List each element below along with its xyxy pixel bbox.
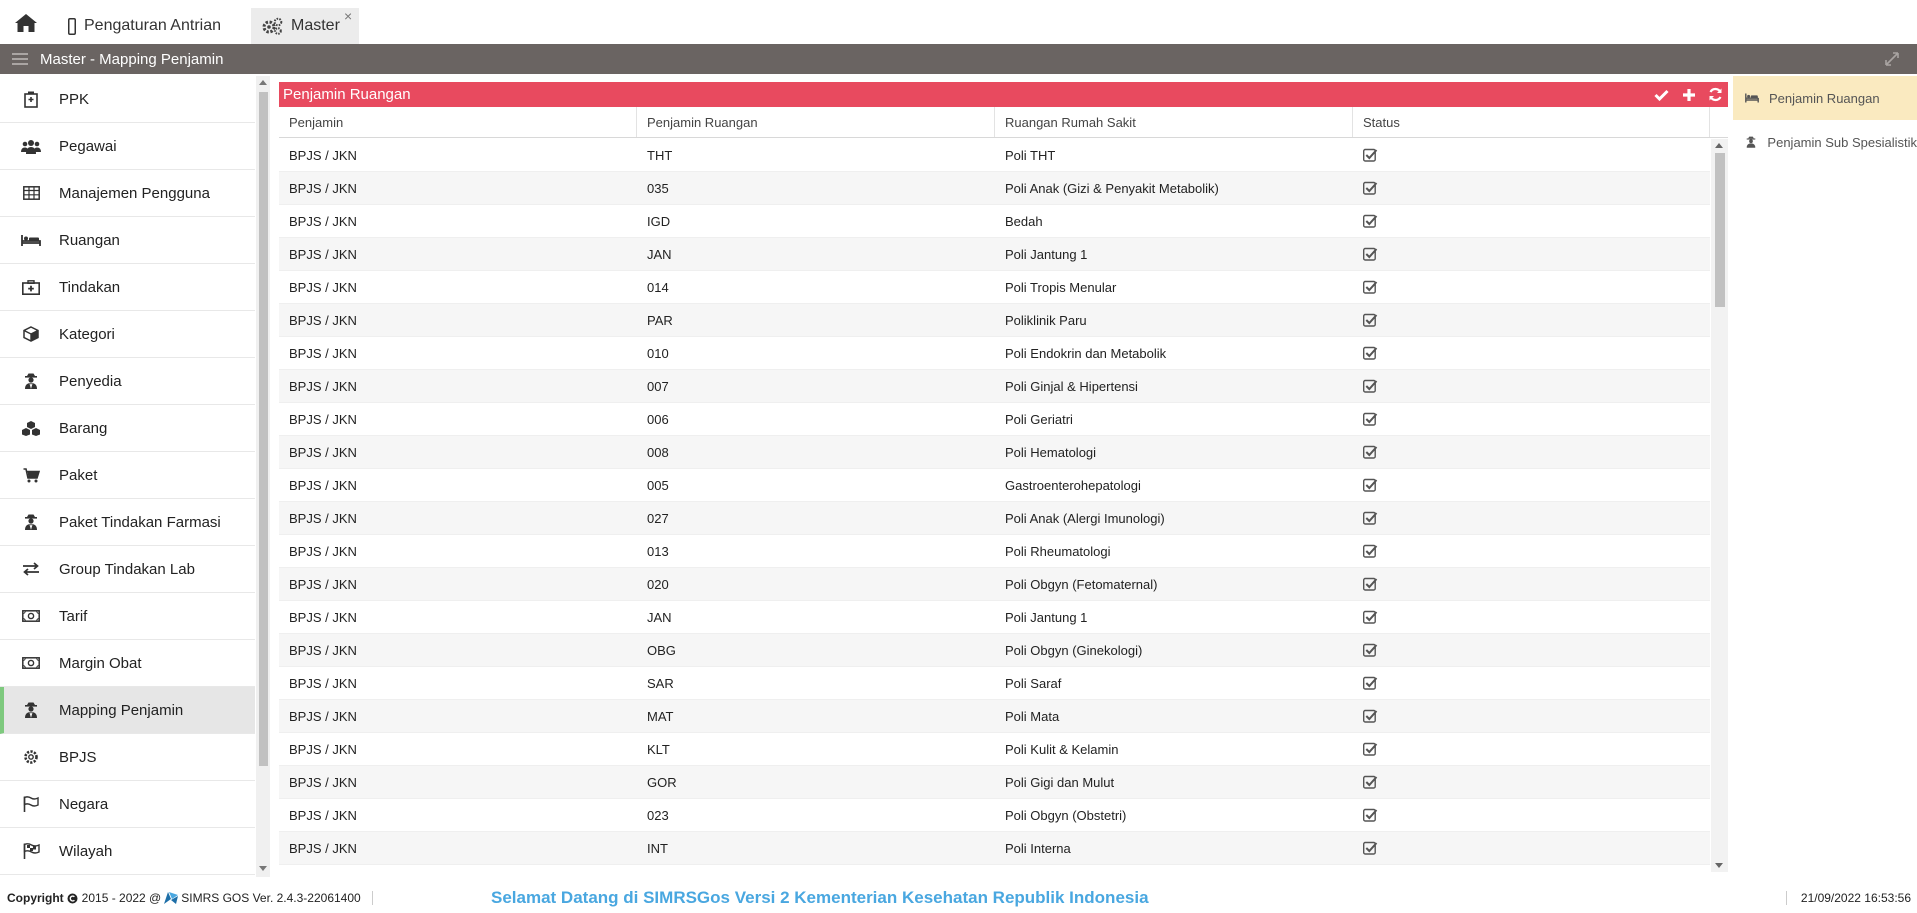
user-secret-icon	[21, 701, 41, 719]
table-row[interactable]	[279, 436, 1710, 469]
status-checkbox-icon[interactable]	[1363, 643, 1378, 657]
cell-status	[1353, 337, 1710, 369]
cell-penjamin: BPJS / JKN	[289, 411, 357, 427]
cell-penjamin-ruangan: JAN	[647, 609, 672, 625]
cell-penjamin-ruangan: 005	[647, 477, 669, 493]
table-row[interactable]	[279, 139, 1710, 172]
sidebar-item-ruangan[interactable]	[0, 217, 255, 264]
cell-ruangan-rumah-sakit: Poli Obgyn (Fetomaternal)	[1005, 576, 1158, 592]
cell-penjamin: BPJS / JKN	[289, 378, 357, 394]
table-row[interactable]	[279, 205, 1710, 238]
cell-status	[1353, 139, 1710, 171]
cell-penjamin-ruangan: 035	[647, 180, 669, 196]
copyright	[7, 891, 361, 905]
medkit-icon	[21, 278, 41, 296]
table-row[interactable]	[279, 271, 1710, 304]
app-version: SIMRS GOS Ver. 2.4.3-22061400	[181, 891, 361, 905]
cell-ruangan-rumah-sakit: Poli Anak (Gizi & Penyakit Metabolik)	[1005, 180, 1219, 196]
cell-ruangan-rumah-sakit: Poli Obgyn (Ginekologi)	[1005, 642, 1143, 658]
cart-icon	[21, 466, 41, 484]
cell-status	[1353, 733, 1710, 765]
cell-status	[1353, 238, 1710, 270]
column-header-penjamin[interactable]: Penjamin	[279, 107, 637, 137]
cell-ruangan-rumah-sakit: Poli Rheumatologi	[1005, 543, 1111, 559]
table-row[interactable]	[279, 502, 1710, 535]
gears-icon	[261, 17, 283, 35]
status-checkbox-icon[interactable]	[1363, 445, 1378, 459]
cell-ruangan-rumah-sakit: Poliklinik Paru	[1005, 312, 1087, 328]
status-checkbox-icon[interactable]	[1363, 577, 1378, 591]
cell-penjamin: BPJS / JKN	[289, 675, 357, 691]
user-secret-icon	[21, 513, 41, 531]
column-header-ruangan-rumah-sakit[interactable]: Ruangan Rumah Sakit	[995, 107, 1353, 137]
table-row[interactable]	[279, 337, 1710, 370]
cell-penjamin-ruangan: IGD	[647, 213, 671, 229]
copyright-years: 2015 - 2022 @	[81, 891, 162, 905]
status-checkbox-icon[interactable]	[1363, 346, 1378, 360]
cell-ruangan-rumah-sakit: Poli Hematologi	[1005, 444, 1097, 460]
bed-icon	[21, 231, 41, 249]
cell-status	[1353, 469, 1710, 501]
sidebar-item-negara[interactable]	[0, 781, 255, 828]
cell-penjamin: BPJS / JKN	[289, 741, 357, 757]
cell-ruangan-rumah-sakit: Poli THT	[1005, 147, 1056, 163]
cell-status	[1353, 700, 1710, 732]
column-header-status[interactable]: Status	[1353, 107, 1710, 137]
sidebar-item-tarif[interactable]	[0, 593, 255, 640]
rightnav-item-label: Penjamin Sub Spesialistik	[1767, 134, 1917, 150]
sidebar-item-label: Ruangan	[59, 231, 120, 249]
status-checkbox-icon[interactable]	[1363, 742, 1378, 756]
panel-title: Penjamin Ruangan	[283, 86, 411, 103]
sidebar-item-label: Group Tindakan Lab	[59, 560, 195, 578]
cell-ruangan-rumah-sakit: Poli Tropis Menular	[1005, 279, 1117, 295]
status-checkbox-icon[interactable]	[1363, 181, 1378, 195]
sidebar-item-paket-tindakan-farmasi[interactable]	[0, 499, 255, 546]
home-icon	[14, 13, 38, 33]
cell-penjamin-ruangan: OBG	[647, 642, 676, 658]
table-row[interactable]	[279, 601, 1710, 634]
cell-penjamin: BPJS / JKN	[289, 477, 357, 493]
status-checkbox-icon[interactable]	[1363, 280, 1378, 294]
table-icon	[21, 184, 41, 202]
home-button[interactable]	[14, 13, 38, 33]
cell-penjamin: BPJS / JKN	[289, 642, 357, 658]
hamburger-menu-icon[interactable]	[12, 53, 28, 65]
table-row[interactable]	[279, 304, 1710, 337]
status-checkbox-icon[interactable]	[1363, 478, 1378, 492]
status-checkbox-icon[interactable]	[1363, 610, 1378, 624]
cell-status	[1353, 403, 1710, 435]
rightnav-item-penjamin-ruangan[interactable]	[1733, 76, 1917, 120]
cell-penjamin: BPJS / JKN	[289, 444, 357, 460]
cell-penjamin-ruangan: 008	[647, 444, 669, 460]
money-icon	[21, 607, 41, 625]
cell-penjamin: BPJS / JKN	[289, 279, 357, 295]
sidebar-item-mapping-penjamin[interactable]	[0, 687, 255, 734]
table-row[interactable]	[279, 700, 1710, 733]
status-checkbox-icon[interactable]	[1363, 412, 1378, 426]
flag-icon	[21, 795, 41, 813]
table-row[interactable]	[279, 535, 1710, 568]
sidebar-item-manajemen-pengguna[interactable]	[0, 170, 255, 217]
cell-penjamin-ruangan: 014	[647, 279, 669, 295]
cell-penjamin: BPJS / JKN	[289, 345, 357, 361]
sidebar-item-barang[interactable]	[0, 405, 255, 452]
page-title: Master - Mapping Penjamin	[40, 50, 224, 68]
cell-penjamin: BPJS / JKN	[289, 510, 357, 526]
cell-ruangan-rumah-sakit: Poli Saraf	[1005, 675, 1062, 691]
cell-ruangan-rumah-sakit: Poli Geriatri	[1005, 411, 1073, 427]
copyright-label: Copyright	[7, 891, 64, 905]
cell-status	[1353, 634, 1710, 666]
status-checkbox-icon[interactable]	[1363, 379, 1378, 393]
cell-penjamin-ruangan: INT	[647, 840, 668, 856]
gear-icon	[21, 748, 41, 766]
cell-ruangan-rumah-sakit: Poli Mata	[1005, 708, 1060, 724]
tab-pengaturan-antrian[interactable]	[58, 8, 231, 44]
cell-penjamin-ruangan: KLT	[647, 741, 670, 757]
column-header-penjamin-ruangan[interactable]: Penjamin Ruangan	[637, 107, 995, 137]
sidebar-item-label: Barang	[59, 419, 108, 437]
cell-status	[1353, 205, 1710, 237]
plus-icon[interactable]	[1680, 86, 1697, 103]
table-row[interactable]	[279, 370, 1710, 403]
top-tab-bar	[0, 0, 1917, 44]
cell-status	[1353, 568, 1710, 600]
sidebar-item-label: Tindakan	[59, 278, 121, 296]
cell-penjamin: BPJS / JKN	[289, 246, 357, 262]
sidebar-item-tindakan[interactable]	[0, 264, 255, 311]
tab-close-button[interactable]: ×	[344, 8, 353, 24]
sidebar-item-label: Penyedia	[59, 372, 122, 390]
table-row[interactable]	[279, 766, 1710, 799]
copyright-icon	[67, 893, 78, 904]
sidebar-scrollbar[interactable]	[256, 76, 270, 877]
exchange-icon	[21, 560, 41, 578]
sidebar-item-label: Manajemen Pengguna	[59, 184, 210, 202]
cell-penjamin: BPJS / JKN	[289, 147, 357, 163]
table-scroll-thumb[interactable]	[1715, 153, 1725, 307]
cell-penjamin: BPJS / JKN	[289, 312, 357, 328]
right-nav	[1733, 76, 1917, 877]
cell-penjamin-ruangan: THT	[647, 147, 673, 163]
cell-ruangan-rumah-sakit: Poli Gigi dan Mulut	[1005, 774, 1115, 790]
panel-header	[279, 82, 1728, 107]
table-row[interactable]	[279, 238, 1710, 271]
cell-ruangan-rumah-sakit: Poli Jantung 1	[1005, 246, 1088, 262]
user-secret-icon	[21, 372, 41, 390]
cell-ruangan-rumah-sakit: Bedah	[1005, 213, 1043, 229]
mobile-icon	[68, 18, 76, 35]
cell-ruangan-rumah-sakit: Poli Endokrin dan Metabolik	[1005, 345, 1167, 361]
cell-ruangan-rumah-sakit: Poli Interna	[1005, 840, 1071, 856]
status-checkbox-icon[interactable]	[1363, 544, 1378, 558]
cell-penjamin-ruangan: 020	[647, 576, 669, 592]
cell-penjamin-ruangan: PAR	[647, 312, 673, 328]
table-row[interactable]	[279, 568, 1710, 601]
sidebar-scroll-thumb[interactable]	[259, 92, 268, 766]
status-checkbox-icon[interactable]	[1363, 841, 1378, 855]
cell-ruangan-rumah-sakit: Poli Jantung 1	[1005, 609, 1088, 625]
cell-penjamin: BPJS / JKN	[289, 180, 357, 196]
sidebar-item-wilayah[interactable]	[0, 828, 255, 875]
cell-status	[1353, 370, 1710, 402]
cell-penjamin-ruangan: 013	[647, 543, 669, 559]
panel-tools	[1653, 86, 1724, 103]
cell-penjamin: BPJS / JKN	[289, 840, 357, 856]
check-icon[interactable]	[1653, 86, 1670, 103]
table-body	[279, 139, 1710, 868]
status-checkbox-icon[interactable]	[1363, 808, 1378, 822]
cell-status	[1353, 832, 1710, 864]
cell-penjamin-ruangan: MAT	[647, 708, 674, 724]
cell-penjamin-ruangan: GOR	[647, 774, 677, 790]
status-checkbox-icon[interactable]	[1363, 247, 1378, 261]
table-row[interactable]	[279, 172, 1710, 205]
status-checkbox-icon[interactable]	[1363, 709, 1378, 723]
status-checkbox-icon[interactable]	[1363, 775, 1378, 789]
cell-ruangan-rumah-sakit: Poli Ginjal & Hipertensi	[1005, 378, 1138, 394]
sidebar-item-label: BPJS	[59, 748, 97, 766]
sidebar-item-label: Paket Tindakan Farmasi	[59, 513, 221, 531]
cell-status	[1353, 304, 1710, 336]
tab-label: Pengaturan Antrian	[84, 17, 221, 34]
status-checkbox-icon[interactable]	[1363, 148, 1378, 162]
cubes-icon	[21, 419, 41, 437]
sidebar-item-label: Wilayah	[59, 842, 113, 860]
flag-checkered-icon	[21, 842, 41, 860]
table-row[interactable]	[279, 667, 1710, 700]
bed-icon	[1745, 92, 1759, 104]
table-row[interactable]	[279, 799, 1710, 832]
cell-ruangan-rumah-sakit: Poli Obgyn (Obstetri)	[1005, 807, 1127, 823]
money-icon	[21, 654, 41, 672]
sidebar-item-label: PPK	[59, 90, 90, 108]
cell-penjamin: BPJS / JKN	[289, 609, 357, 625]
sidebar-item-label: Negara	[59, 795, 109, 813]
module-title-bar	[0, 44, 1917, 74]
cell-penjamin: BPJS / JKN	[289, 774, 357, 790]
status-checkbox-icon[interactable]	[1363, 511, 1378, 525]
sidebar-item-paket[interactable]	[0, 452, 255, 499]
cell-penjamin-ruangan: JAN	[647, 246, 672, 262]
scroll-up-arrow-icon[interactable]	[259, 80, 267, 85]
cell-penjamin: BPJS / JKN	[289, 576, 357, 592]
sidebar-item-label: Pegawai	[59, 137, 117, 155]
user-secret-icon	[1745, 136, 1757, 148]
welcome-marquee: Selamat Datang di SIMRSGos Versi 2 Kementerian Kesehatan Republik Indonesia	[491, 888, 1149, 907]
table-row[interactable]	[279, 469, 1710, 502]
cell-status	[1353, 172, 1710, 204]
users-icon	[21, 137, 41, 155]
scroll-down-arrow-icon[interactable]	[259, 866, 267, 871]
table-row[interactable]	[279, 733, 1710, 766]
cell-penjamin-ruangan: 010	[647, 345, 669, 361]
cell-penjamin: BPJS / JKN	[289, 708, 357, 724]
sidebar-item-label: Margin Obat	[59, 654, 142, 672]
table-row[interactable]	[279, 832, 1710, 865]
sidebar-item-kategori[interactable]	[0, 311, 255, 358]
simrs-logo-icon	[163, 891, 179, 905]
cube-icon	[21, 325, 41, 343]
sidebar-item-margin-obat[interactable]	[0, 640, 255, 687]
cell-ruangan-rumah-sakit: Poli Kulit & Kelamin	[1005, 741, 1119, 757]
sidebar-item-bpjs[interactable]	[0, 734, 255, 781]
sidebar-item-ppk[interactable]	[0, 76, 255, 123]
cell-status	[1353, 799, 1710, 831]
expand-icon[interactable]	[1885, 52, 1899, 66]
table-header	[279, 107, 1728, 138]
scroll-down-arrow-icon[interactable]	[1715, 863, 1723, 868]
sidebar-item-label: Tarif	[59, 607, 88, 625]
cell-ruangan-rumah-sakit: Poli Anak (Alergi Imunologi)	[1005, 510, 1165, 526]
rightnav-item-label: Penjamin Ruangan	[1769, 90, 1880, 106]
footer-divider	[372, 891, 373, 905]
scroll-up-arrow-icon[interactable]	[1715, 143, 1723, 148]
hospital-icon	[21, 90, 41, 108]
status-checkbox-icon[interactable]	[1363, 676, 1378, 690]
status-checkbox-icon[interactable]	[1363, 214, 1378, 228]
penjamin-ruangan-panel	[279, 82, 1728, 872]
cell-penjamin-ruangan: 023	[647, 807, 669, 823]
cell-penjamin-ruangan: 006	[647, 411, 669, 427]
cell-status	[1353, 436, 1710, 468]
cell-penjamin-ruangan: SAR	[647, 675, 674, 691]
current-datetime: 21/09/2022 16:53:56	[1800, 891, 1911, 905]
footer-divider	[1786, 891, 1787, 905]
table-row[interactable]	[279, 634, 1710, 667]
cell-status	[1353, 271, 1710, 303]
status-checkbox-icon[interactable]	[1363, 313, 1378, 327]
sidebar	[0, 76, 255, 877]
sidebar-item-penyedia[interactable]	[0, 358, 255, 405]
cell-status	[1353, 502, 1710, 534]
sidebar-item-label: Mapping Penjamin	[59, 701, 184, 719]
sidebar-item-pegawai[interactable]	[0, 123, 255, 170]
cell-status	[1353, 601, 1710, 633]
sidebar-item-group-tindakan-lab[interactable]	[0, 546, 255, 593]
table-row[interactable]	[279, 403, 1710, 436]
cell-status	[1353, 667, 1710, 699]
sidebar-item-label: Kategori	[59, 325, 115, 343]
footer	[0, 883, 1917, 913]
cell-status	[1353, 766, 1710, 798]
sidebar-item-label: Paket	[59, 466, 98, 484]
table-scrollbar[interactable]	[1711, 139, 1728, 872]
cell-penjamin: BPJS / JKN	[289, 807, 357, 823]
cell-penjamin-ruangan: 027	[647, 510, 669, 526]
refresh-icon[interactable]	[1707, 86, 1724, 103]
cell-penjamin: BPJS / JKN	[289, 213, 357, 229]
cell-penjamin-ruangan: 007	[647, 378, 669, 394]
cell-ruangan-rumah-sakit: Gastroenterohepatologi	[1005, 477, 1141, 493]
tab-master[interactable]	[251, 8, 359, 44]
rightnav-item-penjamin-sub-spesialistik[interactable]	[1733, 120, 1917, 164]
cell-penjamin: BPJS / JKN	[289, 543, 357, 559]
tab-label: Master	[291, 17, 340, 34]
cell-status	[1353, 535, 1710, 567]
